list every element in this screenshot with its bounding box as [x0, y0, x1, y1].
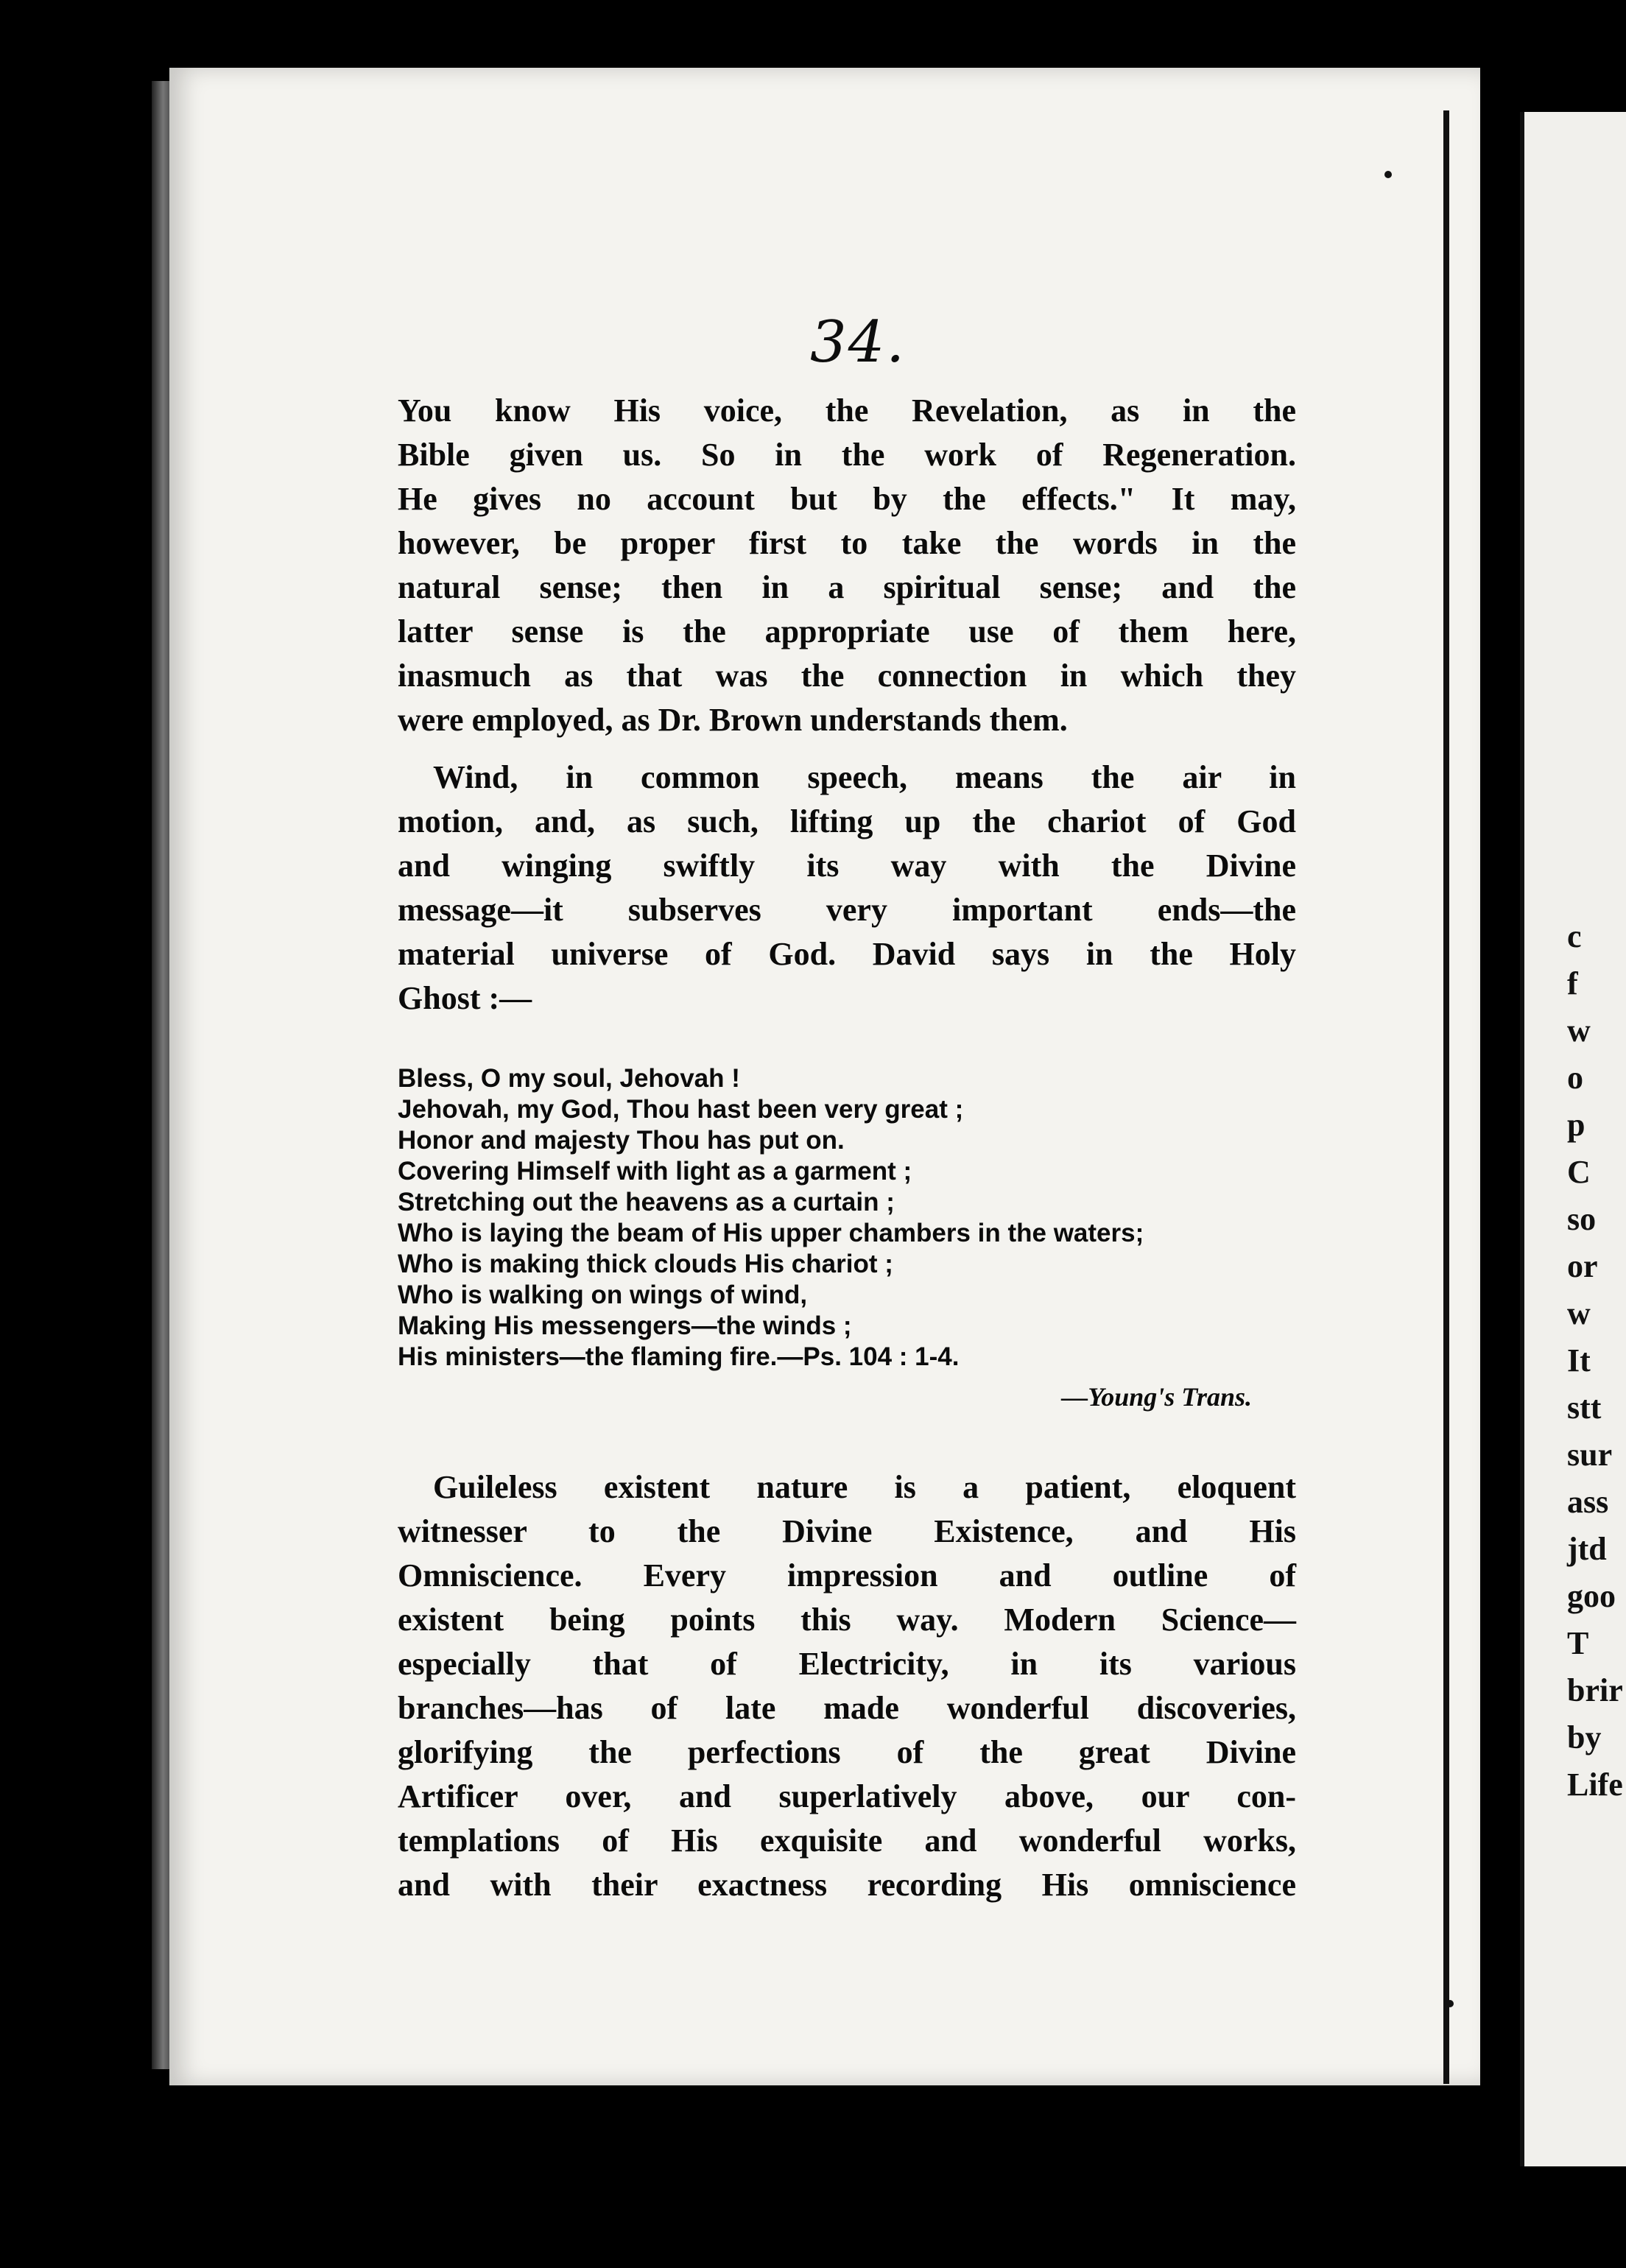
text-line: existent being points this way. Modern Science—	[398, 1602, 1296, 1638]
poem-line: Bless, O my soul, Jehovah !	[398, 1064, 740, 1093]
text-line: motion, and, as such, lifting up the chariot of God	[398, 803, 1296, 839]
text-fragment: C	[1567, 1154, 1591, 1190]
text-fragment: brir	[1567, 1672, 1623, 1708]
poem-line: Who is walking on wings of wind,	[398, 1281, 808, 1309]
text-line: templations of His exquisite and wonderful works,	[398, 1822, 1296, 1859]
page-body	[398, 389, 1296, 1907]
text-line: Ghost :—	[398, 980, 532, 1016]
text-fragment: ass	[1567, 1484, 1609, 1520]
text-line: natural sense; then in a spiritual sense; and the	[398, 569, 1296, 605]
text-fragment: goo	[1567, 1578, 1616, 1614]
right-page-text-fragments	[1567, 913, 1623, 1809]
text-fragment: or	[1567, 1248, 1598, 1284]
poem-line: Who is laying the beam of His upper chambers in the waters;	[398, 1219, 1144, 1247]
text-fragment: stt	[1567, 1390, 1602, 1426]
text-fragment: Life	[1567, 1767, 1623, 1803]
text-line: message—it subserves very important ends—the	[398, 892, 1296, 928]
text-fragment: w	[1567, 1295, 1591, 1331]
poem-line: Honor and majesty Thou has put on.	[398, 1126, 845, 1155]
text-fragment: T	[1567, 1625, 1589, 1661]
text-line: branches—has of late made wonderful discoveries,	[398, 1690, 1296, 1726]
page-number: 34.	[810, 309, 907, 376]
text-line: You know His voice, the Revelation, as in the	[398, 392, 1296, 429]
text-line: were employed, as Dr. Brown understands them.	[398, 702, 1068, 738]
poem-line: Who is making thick clouds His chariot ;	[398, 1250, 893, 1278]
text-line: Bible given us. So in the work of Regeneration.	[398, 437, 1296, 473]
text-line: and winging swiftly its way with the Divine	[398, 848, 1296, 884]
text-fragment: by	[1567, 1719, 1602, 1755]
poem-attribution: —Young's Trans.	[1061, 1382, 1252, 1412]
poem-line: Stretching out the heavens as a curtain ;	[398, 1188, 895, 1216]
paragraph-2	[398, 756, 1296, 1021]
text-fragment: w	[1567, 1012, 1591, 1049]
text-line: latter sense is the appropriate use of them here,	[398, 613, 1296, 649]
poem-line: His ministers—the flaming fire.—Ps. 104 : 1-4.	[398, 1342, 960, 1371]
text-fragment: so	[1567, 1201, 1597, 1237]
text-line: Guileless existent nature is a patient, eloquent	[433, 1469, 1296, 1505]
text-line: witnesser to the Divine Existence, and His	[398, 1513, 1296, 1549]
poem-quote	[398, 1063, 1296, 1414]
poem-line: Making His messengers—the winds ;	[398, 1311, 852, 1340]
poem-line: Covering Himself with light as a garment ;	[398, 1157, 912, 1186]
text-line: especially that of Electricity, in its various	[398, 1646, 1296, 1682]
paragraph-1	[398, 389, 1296, 742]
text-fragment: c	[1567, 918, 1582, 954]
ink-speck	[1446, 2000, 1454, 2007]
poem-line: Jehovah, my God, Thou hast been very great ;	[398, 1095, 964, 1124]
text-line: He gives no account but by the effects." It may,	[398, 481, 1296, 517]
paragraph-3	[398, 1465, 1296, 1907]
text-fragment: It	[1567, 1342, 1591, 1378]
text-line: Artificer over, and superlatively above, our con-	[398, 1778, 1296, 1814]
text-line: Omniscience. Every impression and outline of	[398, 1557, 1296, 1593]
text-fragment: o	[1567, 1060, 1583, 1096]
text-line: and with their exactness recording His omniscience	[398, 1867, 1296, 1903]
text-fragment: jtd	[1567, 1531, 1607, 1567]
text-line: however, be proper first to take the words in the	[398, 525, 1296, 561]
text-line: glorifying the perfections of the great Divine	[398, 1734, 1296, 1770]
text-line: material universe of God. David says in the Holy	[398, 936, 1296, 972]
text-fragment: f	[1567, 965, 1578, 1001]
text-line: inasmuch as that was the connection in which they	[398, 658, 1296, 694]
page-gutter	[1443, 110, 1449, 2084]
text-fragment: p	[1567, 1107, 1585, 1143]
text-fragment: sur	[1567, 1437, 1613, 1473]
ink-speck	[1384, 171, 1392, 178]
text-line: Wind, in common speech, means the air in	[433, 759, 1296, 795]
